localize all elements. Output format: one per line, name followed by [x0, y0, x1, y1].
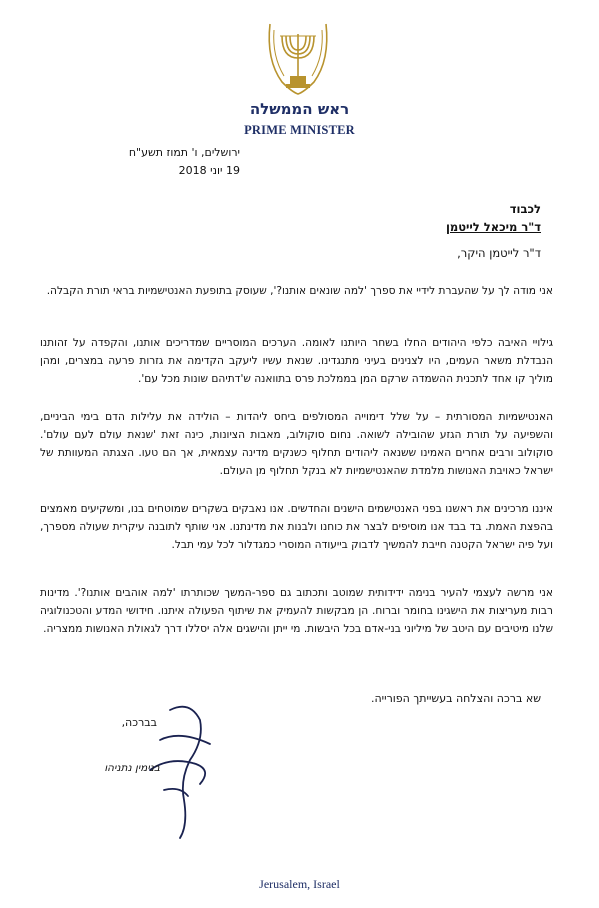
office-title-hebrew: ראש הממשלה [249, 100, 350, 118]
body-paragraph: אני מודה לך על שהעברת לידיי את ספרך 'למה שונאים אותנו?', שעוסק בתופעת האנטישמיות בראי תורת הקבלה. [46, 285, 553, 297]
body-paragraph: איננו מרכינים את ראשנו בפני האנטישמים הישנים והחדשים. אנו נאבקים בשקרים שמוטחים בנו, ומשקיעים מאמצים בהפצת האמת. בד בבד אנו מוסיפים לבצר את כוחנו ולבנות את מדינתנו. אני שותף לתובנה עיקרית שעולה מספרך, ועל פיה ישראל הקטנה חייבת להמשיך לדבוק בייעודה המוסרי כמגדלור לכל עמי תבל. [40, 503, 553, 551]
hebrew-date: ירושלים, ו' תמוז תשע"ח [128, 146, 240, 159]
salutation: ד"ר לייטמן היקר, [457, 246, 541, 260]
body-paragraph: האנטישמיות המסורתית – על שלל דימוייה המסולפים ביחס ליהדות – הולידה את עלילות הדם בימי הביניים, והשפיעה על תורת הגזע שהובילה לשואה. נחום סוקולוב, מאבות הציונות, כינה זאת 'שנאת עולם לעם עולם'. סוקולוב ורבים אחרים האמינו ששנאה ליהודים תחלוף כשנקים מדינה עצמאית, אך הם טעו. הצגתה המעוותת של ישראל כאויבת האנושות מלמדת שהאנטישמיות לא בנקל תחלוף מן העולם. [40, 411, 553, 477]
signed-name: בנימין נתניהו [104, 762, 160, 774]
addressee-prefix: לכבוד [509, 202, 541, 216]
footer-location: Jerusalem, Israel [259, 877, 340, 891]
addressee-name: ד"ר מיכאל לייטמן [445, 220, 541, 234]
regards: בברכה, [121, 716, 157, 729]
menorah-emblem [262, 20, 334, 100]
addressee [241, 200, 541, 236]
gregorian-date: 19 יוני 2018 [178, 164, 240, 177]
date-block [40, 144, 240, 180]
office-title-english: PRIME MINISTER [244, 123, 355, 137]
body-paragraph: אני מרשה לעצמי להעיר בנימה ידידותית שמוטב ותכתוב גם ספר-המשך שכותרתו 'למה אוהבים אותנו?'. מדינות רבות מעריצות את הישגינו בחומר וברוח. הן מבקשות להעמיק את שיתוף הפעולה איתנו. חידושי המדע והטכנולוגיה שלנו מיטיבים עם היטב של מיליוני בני-אדם בכל היבשות. מי ייתן והישגים אלה יסללו דרך לגאולת האנושות ממצריה. [40, 587, 553, 635]
closing-line: שא ברכה והצלחה בעשייתך הפורייה. [370, 692, 541, 705]
body-paragraph: גילויי האיבה כלפי היהודים החלו בשחר היותנו לאומה. הערכים המוסריים שמדריכים אותנו, והקפדה על זהותנו הנבדלת משאר העמים, היו לצנינים בעיני מתנגדינו. שנאת עשיו ליעקב הקדימה את גזרות פרעה במצרים, ומהן מוליך קו אחד לתכנית ההשמדה שרקם המן בממלכת פרס בתוואנה ש'דתיהם שונות מכל עם'. [40, 337, 553, 385]
